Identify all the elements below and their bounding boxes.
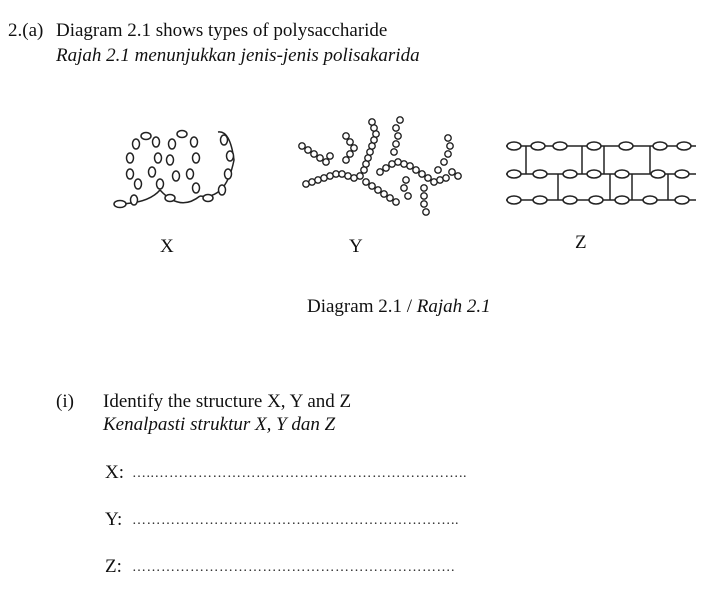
figure-caption-en: Diagram 2.1 / [307, 296, 417, 317]
question-title-ms: Rajah 2.1 menunjukkan jenis-jenis polisakarida [56, 45, 420, 66]
answer-y-line[interactable]: ………………………………………………………….. [132, 513, 459, 528]
answer-x-line[interactable]: …..……………………………………………………….. [132, 466, 467, 481]
answer-x-label: X: [105, 462, 124, 483]
answer-z-label: Z: [105, 556, 122, 577]
structure-x-diagram [108, 120, 248, 220]
part-i-prompt-en: Identify the structure X, Y and Z [103, 391, 352, 412]
question-number: 2.(a) [8, 20, 44, 41]
figure-caption-ms: Rajah 2.1 [416, 296, 491, 317]
figure-label-x: X [160, 236, 174, 257]
figure-caption [307, 296, 491, 318]
structure-z-diagram [500, 134, 700, 214]
part-i-prompt-ms: Kenalpasti struktur X, Y dan Z [103, 414, 336, 435]
figure-label-y: Y [349, 236, 363, 257]
figure-label-z: Z [575, 232, 587, 253]
structure-y-diagram [288, 112, 468, 222]
answer-y-label: Y: [105, 509, 123, 530]
part-i-number: (i) [56, 391, 74, 412]
question-title-en: Diagram 2.1 shows types of polysaccharide [56, 20, 388, 41]
answer-z-line[interactable]: …………………………………………………………. [132, 560, 455, 575]
